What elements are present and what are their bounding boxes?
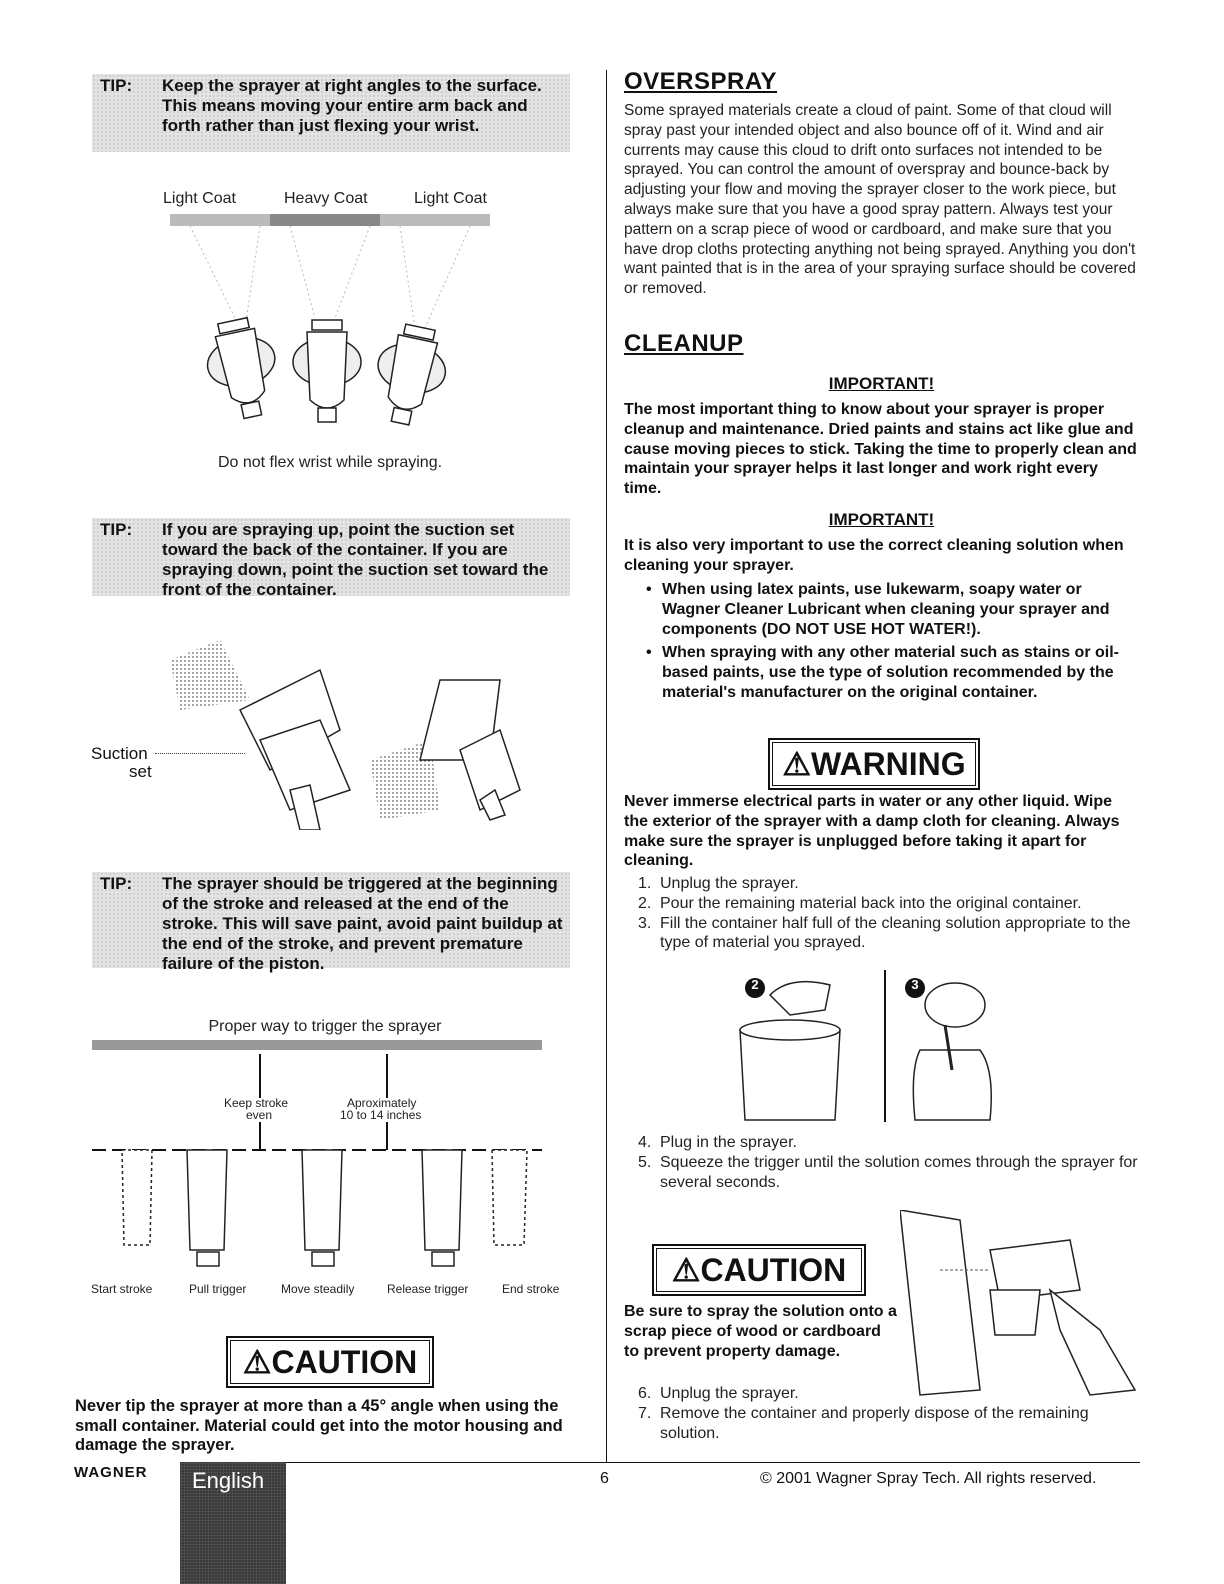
caution-text-left: Never tip the sprayer at more than a 45° angle when using the small container. Material could get into the motor housing and damage the sprayer. <box>75 1397 563 1454</box>
step-4: 4. Plug in the sprayer. <box>638 1134 797 1151</box>
overspray-text: Some sprayed materials create a cloud of paint. Some of that cloud will spray past your intended object and also bounce off of it. Wind and air currents may cause this cloud to drift onto surfaces not intended to be sprayed. You can control the amount of overspray and bounce-back by adjusting your flow and moving the sprayer closer to the work piece, but always make sure that you have a good spray pattern. Always test your pattern on a scrap piece of wood or cardboard, and make sure that you have drop cloths protecting anything not being sprayed. Anything you don't want painted that is in the area of your spraying surface should be covered or removed. <box>624 102 1136 298</box>
language-label: English <box>192 1468 265 1493</box>
caution-label: CAUTION <box>700 1252 847 1288</box>
steps-list-c <box>638 1384 1138 1443</box>
label-light-coat-right: Light Coat <box>414 190 487 207</box>
caution-icon: ⚠ <box>242 1344 272 1380</box>
figure-title: Proper way to trigger the sprayer <box>208 1018 442 1035</box>
cleaning-bullets <box>646 580 1136 703</box>
caution-box-right <box>652 1244 866 1296</box>
caution-box-left <box>226 1336 434 1388</box>
step-3: 3. Fill the container half full of the cleaning solution appropriate to the type of material you sprayed. <box>638 914 1131 952</box>
label-even: even <box>246 1108 273 1122</box>
suction-leader-line <box>155 753 245 754</box>
tip-box-3 <box>92 872 570 973</box>
warning-label: WARNING <box>811 746 966 782</box>
copyright: © 2001 Wagner Spray Tech. All rights reserved. <box>760 1470 1097 1487</box>
tip-text: The sprayer should be triggered at the beginning of the stroke and released at the end of the stroke. This will save paint, avoid paint buildup at the end of the stroke, and prevent premature failure of the piston. <box>162 874 563 973</box>
label-keep-stroke: Keep stroke <box>224 1096 289 1110</box>
page-number: 6 <box>600 1470 609 1487</box>
tip-box-1 <box>92 74 570 152</box>
figure-number-3: 3 <box>911 977 919 992</box>
spray-onto-board-illustration <box>900 1210 1140 1400</box>
pouring-illustration <box>730 970 1050 1128</box>
important-text-2: It is also very important to use the correct cleaning solution when cleaning your sprayer. <box>624 537 1124 574</box>
label-distance: 10 to 14 inches <box>340 1108 422 1122</box>
tip-text: Keep the sprayer at right angles to the surface. This means moving your entire arm back and forth rather than just flexing your wrist. <box>162 76 542 135</box>
caution-icon: ⚠ <box>671 1252 701 1288</box>
label-approximately: Aproximately <box>347 1096 417 1110</box>
heading-overspray: OVERSPRAY <box>624 68 777 95</box>
step-7: 7. Remove the container and properly dispose of the remaining solution. <box>638 1404 1089 1442</box>
label-suction: Suction <box>91 744 148 763</box>
label-heavy-coat: Heavy Coat <box>284 190 368 207</box>
step-2: 2. Pour the remaining material back into the original container. <box>638 894 1082 912</box>
trigger-stroke-illustration <box>92 1040 572 1280</box>
steps-list-b <box>638 1133 1138 1192</box>
step-6: 6. Unplug the sprayer. <box>638 1385 799 1402</box>
important-heading-1: IMPORTANT! <box>828 374 935 393</box>
language-tab <box>180 1462 286 1584</box>
column-divider <box>606 70 607 1462</box>
steps-list-a <box>638 874 1138 953</box>
label-set: set <box>129 762 152 781</box>
step-1: 1. Unplug the sprayer. <box>638 875 799 892</box>
warning-box <box>768 738 980 790</box>
label-light-coat-left: Light Coat <box>163 190 236 207</box>
heading-cleanup: CLEANUP <box>624 330 744 357</box>
bullet-latex: • When using latex paints, use lukewarm, soapy water or Wagner Cleaner Lubricant when cleaning your sprayer and components (DO NOT USE HOT WATER!). <box>646 580 1136 639</box>
tip-box-2 <box>92 518 570 599</box>
step-label-end: End stroke <box>502 1282 560 1296</box>
figure-number-2: 2 <box>751 977 759 992</box>
step-label-release: Release trigger <box>387 1282 469 1296</box>
tip-label: TIP: <box>100 874 133 893</box>
sprayer-angles-illustration <box>160 640 580 830</box>
warning-icon: ⚠ <box>782 746 812 782</box>
step-label-start: Start stroke <box>91 1282 153 1296</box>
important-heading-2: IMPORTANT! <box>828 510 935 529</box>
tip-text: If you are spraying up, point the suction set toward the back of the container. If you are spraying down, point the suction set toward the front of the container. <box>162 520 549 599</box>
tip-label: TIP: <box>100 76 133 95</box>
step-label-move: Move steadily <box>281 1282 355 1296</box>
important-text-1: The most important thing to know about your sprayer is proper cleanup and maintenance. Dried paints and stains act like glue and cause moving pieces to stick. Taking the time to properly clean and maintain your sprayer helps it last longer and work right every time. <box>624 401 1137 498</box>
wrist-flex-illustration <box>150 208 510 450</box>
step-5: 5. Squeeze the trigger until the solution comes through the sprayer for several seconds. <box>638 1153 1138 1191</box>
bullet-oil: • When spraying with any other material such as stains or oil-based paints, use the type of solution recommended by the material's manufacturer on the original container. <box>646 643 1136 702</box>
caution-label: CAUTION <box>271 1344 418 1380</box>
warning-text: Never immerse electrical parts in water or any other liquid. Wipe the exterior of the sprayer with a damp cloth for cleaning. Always make sure the sprayer is unplugged before taking it apart for cleaning. <box>624 793 1120 870</box>
caution-text-right: Be sure to spray the solution onto a scrap piece of wood or cardboard to prevent property damage. <box>624 1303 897 1360</box>
figure-caption: Do not flex wrist while spraying. <box>217 454 443 471</box>
tip-label: TIP: <box>100 520 133 539</box>
footer-rule <box>180 1462 1140 1463</box>
step-label-pull: Pull trigger <box>189 1282 247 1296</box>
wagner-logo: WAGNER <box>74 1464 148 1481</box>
